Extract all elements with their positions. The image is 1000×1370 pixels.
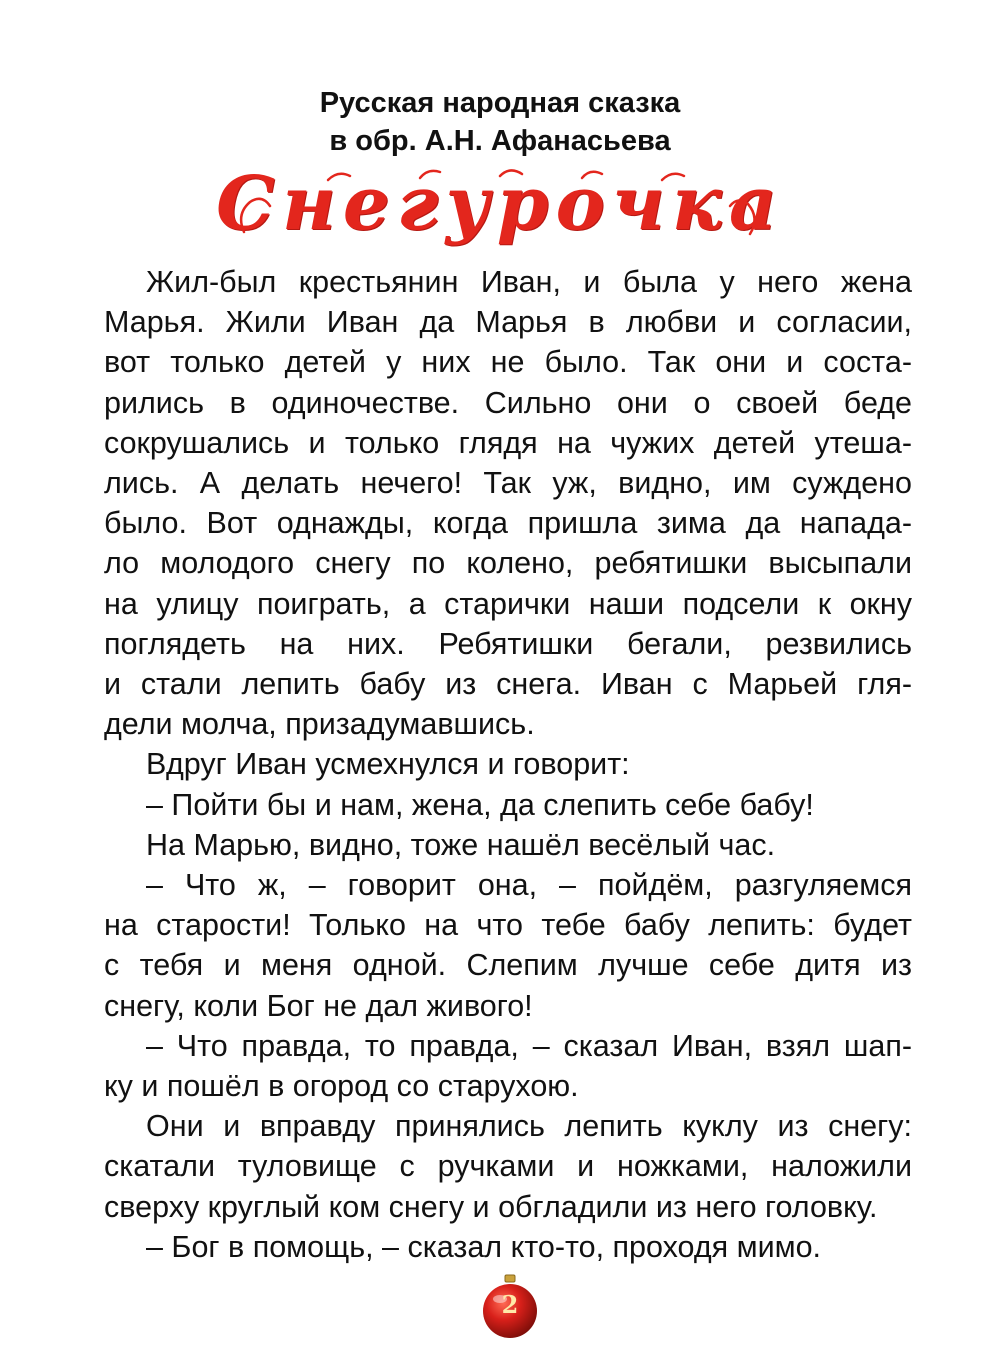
text-line: – Что ж, – говорит она, – пойдём, разгуляемся xyxy=(146,868,912,903)
subtitle-line-1: Русская народная сказка xyxy=(319,87,681,119)
text-line: сокрушались и только глядя на чужих детей утеша- xyxy=(104,425,912,460)
paragraph xyxy=(104,785,912,825)
subtitle-line-2: в обр. А.Н. Афанасьева xyxy=(329,125,671,157)
text-line: на улицу поиграть, а старички наши подсели к окну xyxy=(104,586,912,621)
page-number: 2 xyxy=(501,1290,519,1319)
paragraph xyxy=(104,1026,912,1106)
text-line: на старости! Только на что тебе бабу лепить: будет xyxy=(104,908,912,943)
text-line: Жил-был крестьянин Иван, и была у него жена xyxy=(146,265,912,299)
text-line: – Что правда, то правда, – сказал Иван, взял шап- xyxy=(146,1028,912,1063)
text-line: – Бог в помощь, – сказал кто-то, проходя мимо. xyxy=(146,1229,822,1264)
paragraph xyxy=(104,865,912,1026)
text-line: Они и вправду принялись лепить куклу из снегу: xyxy=(146,1109,912,1144)
text-line: скатали туловище с ручками и ножками, наложили xyxy=(104,1149,912,1184)
text-line: было. Вот однажды, когда пришла зима да напада- xyxy=(104,506,912,541)
text-line: – Пойти бы и нам, жена, да слепить себе бабу! xyxy=(146,787,814,822)
text-line: На Марью, видно, тоже нашёл весёлый час. xyxy=(146,827,776,862)
paragraph xyxy=(104,744,912,784)
text-line: вот только детей у них не было. Так они и соста- xyxy=(104,345,912,380)
story-body xyxy=(104,262,912,1267)
subtitle xyxy=(0,84,1000,160)
text-line: сверху круглый ком снегу и обгладили из него головку. xyxy=(104,1189,878,1224)
paragraph xyxy=(104,1227,912,1267)
text-line: дели молча, призадумавшись. xyxy=(104,707,535,742)
text-line: Марья. Жили Иван да Марья в любви и согласии, xyxy=(104,305,912,340)
text-line: Вдруг Иван усмехнулся и говорит: xyxy=(146,747,630,782)
story-title: Снегурочка xyxy=(216,161,784,247)
text-line: с тебя и меня одной. Слепим лучше себе дитя из xyxy=(104,948,912,983)
text-line: лись. А делать нечего! Так уж, видно, им суждено xyxy=(104,466,912,501)
paragraph xyxy=(104,262,912,744)
text-line: поглядеть на них. Ребятишки бегали, резвились xyxy=(104,626,912,661)
paragraph xyxy=(104,825,912,865)
text-line: и стали лепить бабу из снега. Иван с Марьей гля- xyxy=(104,667,912,702)
text-line: ло молодого снегу по колено, ребятишки высыпали xyxy=(104,546,912,581)
text-line: рились в одиночестве. Сильно они о своей беде xyxy=(104,385,912,420)
text-line: снегу, коли Бог не дал живого! xyxy=(104,988,533,1023)
paragraph xyxy=(104,1106,912,1227)
text-line: ку и пошёл в огород со старухою. xyxy=(104,1069,579,1104)
